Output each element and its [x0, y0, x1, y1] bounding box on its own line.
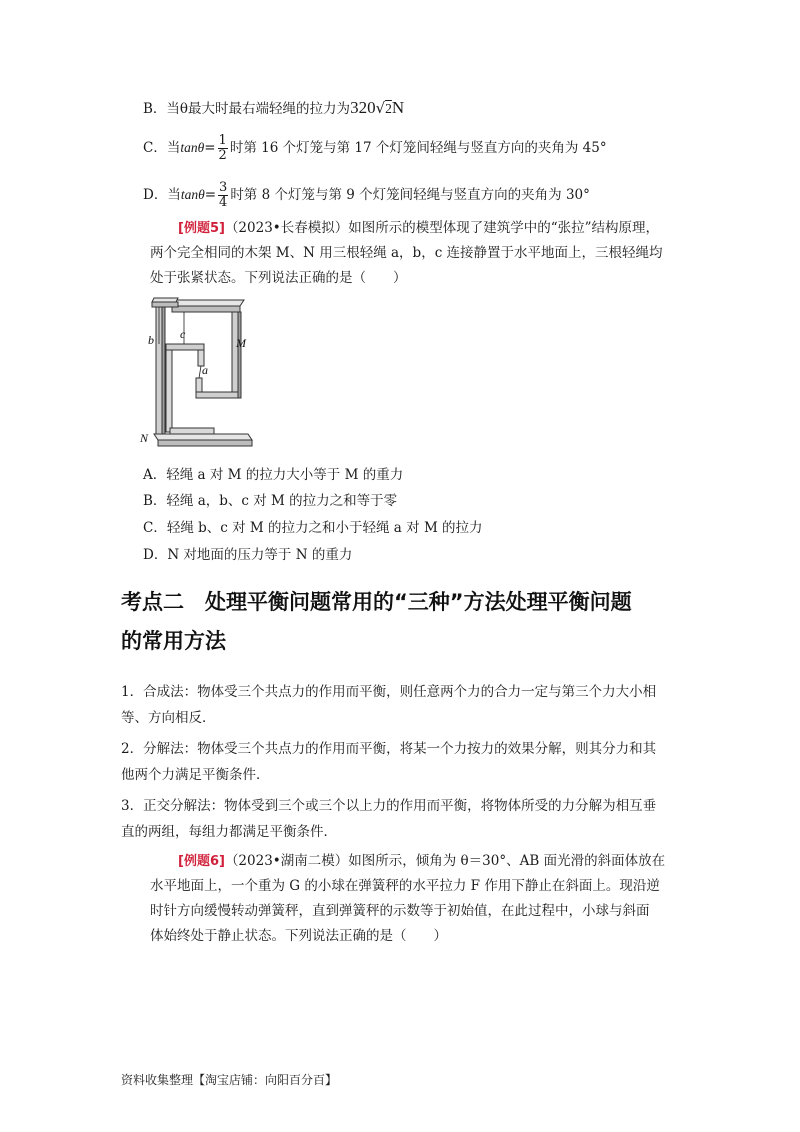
example5-option-c: C．轻绳 b、c 对 M 的拉力之和小于轻绳 a 对 M 的拉力	[143, 520, 483, 536]
example5-tag: [例题5]	[178, 221, 225, 236]
option-d-func: tanθ	[180, 187, 205, 202]
example5-option-d: D．N 对地面的压力等于 N 的重力	[143, 547, 353, 563]
label-c: c	[180, 327, 186, 341]
example6-line3: 时针方向缓慢转动弹簧秤，直到弹簧秤的示数等于初始值，在此过程中，小球与斜面	[150, 903, 650, 919]
example5-option-a: A．轻绳 a 对 M 的拉力大小等于 M 的重力	[143, 467, 404, 483]
m-right-post	[232, 312, 238, 398]
option-c-fraction	[218, 134, 228, 163]
option-b-unit: N	[391, 98, 405, 117]
m-bottom-arm	[196, 392, 238, 398]
method-2-line1: 2．分解法：物体受三个共点力的作用而平衡，将某一个力按力的效果分解，则其分力和其	[121, 741, 657, 757]
example6-line1	[178, 852, 665, 871]
label-n: N	[140, 431, 149, 445]
sqrt-symbol: √	[375, 99, 386, 117]
option-b	[143, 99, 404, 118]
n-inner-post	[166, 350, 172, 432]
option-d-num: 3	[219, 180, 228, 195]
label-a: a	[202, 363, 208, 377]
example6-tag: [例题6]	[178, 854, 225, 869]
example5-option-b: B．轻绳 a，b、c 对 M 的拉力之和等于零	[143, 493, 398, 509]
m-top-bar-front	[172, 306, 240, 312]
n-base-front	[158, 440, 252, 446]
option-c-num: 1	[218, 133, 227, 148]
page-footer: 资料收集整理【淘宝店铺：向阳百分百】	[121, 1073, 338, 1087]
method-1-line2: 等、方向相反．	[121, 710, 216, 726]
example6-line2: 水平地面上，一个重为 G 的小球在弹簧秤的水平拉力 F 作用下静止在斜面上。现沿逆	[150, 878, 660, 894]
option-b-value: 320	[350, 98, 376, 117]
option-c-eq: =	[204, 140, 216, 156]
m-top-bar-top	[172, 300, 244, 306]
option-c-suffix: 时第 16 个灯笼与第 17 个灯笼间轻绳与竖直方向的夹角为 45°	[229, 140, 607, 156]
method-3-line2: 直的两组，每组力都满足平衡条件．	[121, 824, 337, 840]
option-b-prefix: B．当θ最大时最右端轻绳的拉力为	[143, 101, 351, 117]
option-d-den: 4	[219, 195, 228, 210]
method-3-line1: 3．正交分解法：物体受到三个或三个以上力的作用而平衡，将物体所受的力分解为相互垂	[121, 798, 657, 814]
option-d-eq: =	[204, 187, 217, 203]
option-d-fraction	[218, 181, 228, 210]
tensegrity-figure	[140, 292, 256, 452]
option-d-prefix: D．当	[143, 187, 181, 203]
string-a	[199, 366, 201, 378]
example6-line4: 体始终处于静止状态。下列说法正确的是（ ）	[150, 928, 447, 944]
option-c-func: tanθ	[180, 140, 205, 155]
n-top-bar-top	[152, 298, 178, 302]
example6-text1: （2023•湖南二模）如图所示，倾角为 θ＝30°、AB 面光滑的斜面体放在	[224, 853, 666, 869]
option-b-sqrt-arg: 2	[385, 101, 392, 116]
option-d-suffix: 时第 8 个灯笼与第 9 个灯笼间轻绳与竖直方向的夹角为 30°	[230, 187, 590, 203]
method-2-line2: 他两个力满足平衡条件．	[121, 767, 270, 783]
n-middle-arm	[166, 344, 204, 350]
option-c-prefix: C．当	[143, 140, 181, 156]
option-c	[143, 134, 607, 163]
n-base-top	[154, 434, 252, 440]
n-top-bar-front	[152, 302, 178, 307]
label-b: b	[148, 333, 154, 347]
section-heading-line1: 考点二 处理平衡问题常用的“三种”方法处理平衡问题	[121, 590, 632, 614]
m-lower-hook	[196, 378, 202, 392]
option-c-den: 2	[218, 148, 227, 163]
section-heading-line2: 的常用方法	[121, 629, 226, 653]
example5-line3: 处于张紧状态。下列说法正确的是（ ）	[150, 270, 407, 286]
label-m: M	[236, 336, 246, 350]
example5-line2: 两个完全相同的木架 M、N 用三根轻绳 a，b，c 连接静置于水平地面上，三根轻绳均	[150, 245, 663, 261]
example5-text1: （2023•长春模拟）如图所示的模型体现了建筑学中的“张拉”结构原理，	[224, 220, 660, 236]
example5-line1	[178, 219, 659, 238]
option-d	[143, 181, 590, 210]
method-1-line1: 1．合成法：物体受三个共点力的作用而平衡，则任意两个力的合力一定与第三个力大小相	[121, 684, 657, 700]
